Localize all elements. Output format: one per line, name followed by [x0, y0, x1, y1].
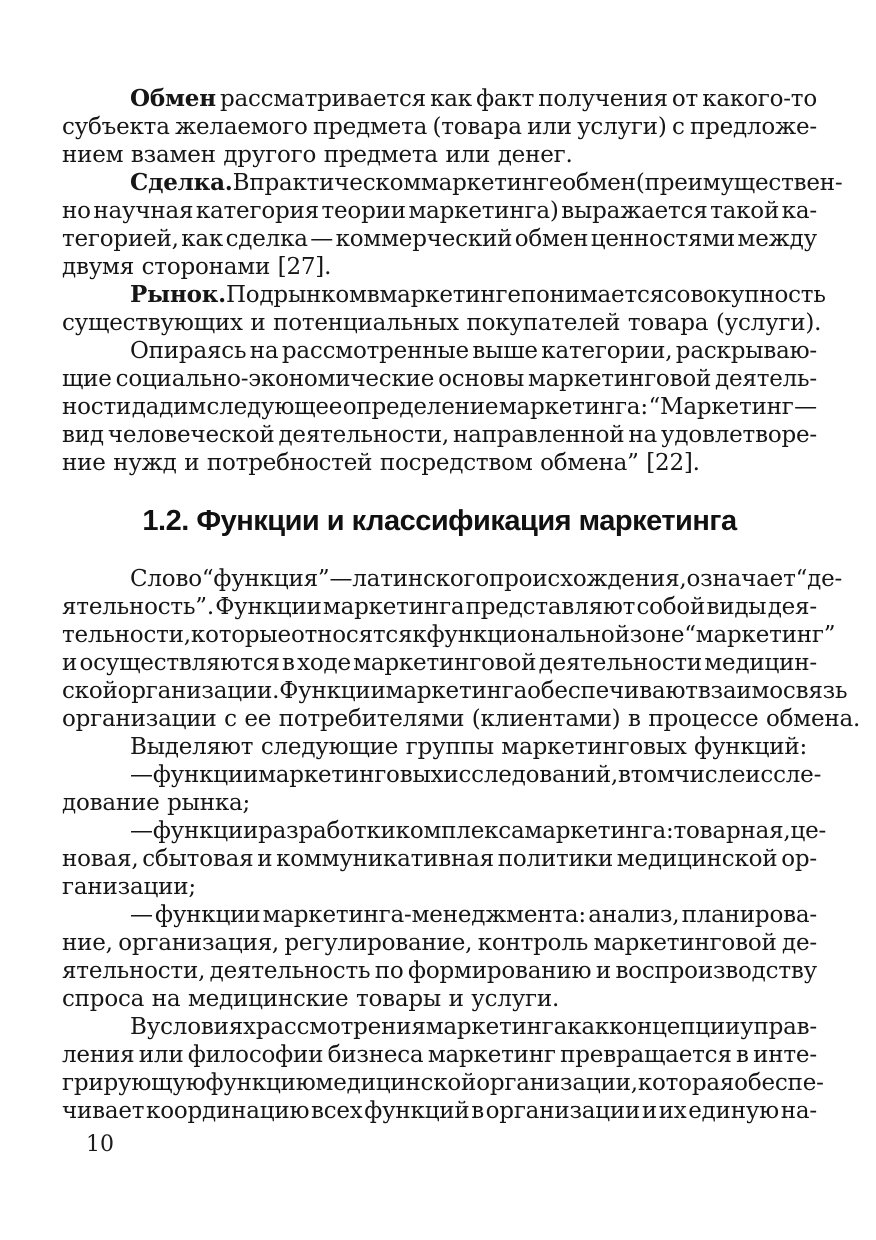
word: как [181, 226, 224, 252]
word: категории, [541, 338, 673, 364]
word: маркетинг [427, 1042, 556, 1068]
word: или [527, 114, 572, 140]
paragraph [62, 733, 817, 761]
text-line [62, 113, 817, 141]
word: ор- [781, 846, 817, 872]
text-line [62, 817, 827, 845]
word: иссле- [745, 762, 822, 788]
word: взаимосвязь [697, 678, 848, 704]
word: определение [342, 394, 499, 420]
word: медицинской [315, 1070, 477, 1096]
word: деятель- [715, 366, 817, 392]
word: щие [62, 366, 112, 392]
word: означает [686, 566, 796, 592]
word: социально-экономические [115, 366, 435, 392]
word: тельности, [62, 622, 191, 648]
word: совокупность [663, 282, 826, 308]
lead-term: Сделка. [130, 169, 233, 196]
word: рынком [273, 282, 367, 308]
word: на [249, 338, 279, 364]
text-line [62, 1013, 817, 1041]
text-line [62, 565, 843, 593]
word: ка- [781, 198, 817, 224]
word: предложе- [689, 114, 817, 140]
word: факт [476, 86, 535, 112]
word: латинского [352, 566, 489, 592]
word: обмен [514, 226, 589, 252]
word: це- [790, 818, 827, 844]
word: следующее [206, 394, 343, 420]
text-line [62, 649, 817, 677]
word: между [737, 226, 817, 252]
word: — [130, 818, 153, 844]
text-line [62, 929, 817, 957]
word: маркетинга [425, 1014, 568, 1040]
word: и [641, 1098, 657, 1124]
paragraph [62, 1013, 824, 1125]
word: коммерческий [335, 226, 513, 252]
word: с [671, 114, 685, 140]
word: в [471, 1098, 484, 1124]
word: к [412, 622, 427, 648]
text-line [62, 761, 822, 789]
word: теории [321, 198, 406, 224]
word: их [658, 1098, 687, 1124]
word: организации [485, 1098, 641, 1124]
word: товарная, [673, 818, 791, 844]
text-line [62, 957, 817, 985]
word: осуществляются [79, 650, 280, 676]
word: тегорией, [62, 226, 179, 252]
text-line [62, 1097, 817, 1125]
word: — [329, 566, 353, 592]
word: рассмотрения [255, 1014, 426, 1040]
text-line: организации с ее потребителями (клиентами) в процессе обмена. [62, 706, 861, 732]
word: вид [62, 422, 104, 448]
word: управ- [740, 1014, 817, 1040]
word: регулирование, [284, 930, 473, 956]
word: маркетинга: [524, 818, 674, 844]
word: направленной [453, 422, 625, 448]
word: чивает [62, 1098, 145, 1124]
word: Слово [130, 566, 202, 592]
text-line [62, 281, 826, 309]
word: виды [706, 594, 767, 620]
word: сбытовая [142, 846, 254, 872]
word: ятельности, [62, 958, 206, 984]
word: условиях [146, 1014, 256, 1040]
word: “маркетинг” [684, 622, 836, 648]
section-heading: 1.2. Функции и классификация маркетинга [142, 505, 737, 537]
word: том [630, 762, 675, 788]
word: планирова- [681, 902, 817, 928]
text-line: нием взамен другого предмета или денег. [62, 142, 573, 168]
text-line [62, 621, 836, 649]
paragraph [62, 169, 843, 281]
word: дадим [131, 394, 206, 420]
lead-term: Рынок. [130, 281, 226, 308]
text-line [62, 169, 843, 197]
paragraph [62, 817, 827, 901]
text-line [62, 225, 817, 253]
word: (товара [432, 114, 522, 140]
text-line: Выделяют следующие группы маркетинговых функций: [130, 734, 808, 760]
word: контроль [477, 930, 589, 956]
word: функции [152, 762, 259, 788]
word: функции [155, 902, 261, 928]
word: функциональной [426, 622, 630, 648]
word: анализ, [588, 902, 680, 928]
word: сделка [225, 226, 308, 252]
paragraph [62, 281, 826, 337]
text-block [62, 85, 861, 1125]
word: превращается [560, 1042, 732, 1068]
paragraph [62, 565, 861, 733]
word: медицинской [616, 846, 778, 872]
text-line: дование рынка; [62, 790, 251, 816]
word: обмен [562, 170, 636, 196]
word: относятся [290, 622, 413, 648]
word: маркетинге [379, 282, 521, 308]
word: Функции [215, 594, 322, 620]
text-line [62, 393, 817, 421]
word: “функция” [201, 566, 330, 592]
word: комплекса [395, 818, 525, 844]
text-line: двумя сторонами [27]. [62, 254, 332, 280]
text-line [62, 677, 848, 705]
word: координацию [146, 1098, 310, 1124]
word: числе [674, 762, 746, 788]
page-number: 10 [86, 1132, 114, 1157]
word: маркетинга: [498, 394, 648, 420]
word: и [62, 650, 78, 676]
word: маркетинговых [258, 762, 444, 788]
word: “Маркетинг [648, 394, 794, 420]
word: зоне [629, 622, 685, 648]
word: Под [225, 282, 274, 308]
word: но [62, 198, 91, 224]
word: коммуникативная [276, 846, 494, 872]
word: маркетинга [385, 678, 528, 704]
word: организация, [118, 930, 279, 956]
word: маркетинга-менеджмента: [262, 902, 586, 928]
word: практическом [249, 170, 421, 196]
word: маркетинга) [408, 198, 559, 224]
word: человеческой [107, 422, 275, 448]
word: понимается [520, 282, 664, 308]
word: воспроизводству [615, 958, 817, 984]
word: услуги) [577, 114, 667, 140]
word: деятельность [209, 958, 371, 984]
word: ценностями [590, 226, 736, 252]
text-line [62, 593, 817, 621]
word: выше [472, 338, 538, 364]
word: функции [152, 818, 259, 844]
word: — [130, 762, 153, 788]
word: в [366, 282, 380, 308]
word: которая [637, 1070, 735, 1096]
word: в [736, 1042, 749, 1068]
text-line [62, 337, 817, 365]
word: научная [93, 198, 194, 224]
word: грирующую [62, 1070, 206, 1096]
word: собой [636, 594, 706, 620]
word: Функции [279, 678, 386, 704]
word: какого-то [702, 86, 817, 112]
word: основы [438, 366, 525, 392]
lead-term: Обмен [130, 85, 216, 112]
word: Опираясь [130, 338, 247, 364]
word: маркетинговой [593, 930, 777, 956]
word: деятельности [538, 650, 703, 676]
word: маркетинга [322, 594, 465, 620]
word: или [138, 1042, 184, 1068]
word: исследований, [443, 762, 619, 788]
word: ской [62, 678, 118, 704]
word: ние, [62, 930, 113, 956]
word: философии [187, 1042, 324, 1068]
word: формированию [408, 958, 592, 984]
word: выражается [561, 198, 708, 224]
word: удовлетворе- [661, 422, 817, 448]
word: ления [62, 1042, 135, 1068]
word: разработки [258, 818, 396, 844]
word: как [430, 86, 472, 112]
word: обеспе- [734, 1070, 824, 1096]
text-line [62, 901, 817, 929]
word: инте- [753, 1042, 817, 1068]
paragraph [62, 337, 817, 477]
word: новая, [62, 846, 139, 872]
word: “де- [795, 566, 843, 592]
word: бизнеса [327, 1042, 424, 1068]
word: — [794, 394, 817, 420]
word: от [671, 86, 699, 112]
word: получения [538, 86, 668, 112]
paragraph [62, 761, 822, 817]
word: медицин- [704, 650, 817, 676]
text-line [62, 421, 817, 449]
word: как [567, 1014, 610, 1040]
word: происхождения, [488, 566, 687, 592]
word: маркетинговой [527, 366, 712, 392]
word: единую [688, 1098, 780, 1124]
word: — [310, 226, 334, 252]
text-line [62, 1041, 817, 1069]
word: организации, [476, 1070, 638, 1096]
word: рассмотренные [281, 338, 469, 364]
word: предмета [312, 114, 428, 140]
word: раскрываю- [675, 338, 817, 364]
word: желаемого [175, 114, 308, 140]
text-line [62, 85, 817, 113]
word: ходе [297, 650, 351, 676]
word: концепции [609, 1014, 741, 1040]
word: ности [62, 394, 132, 420]
word: организации. [117, 678, 280, 704]
text-line [62, 845, 817, 873]
word: субъекта [62, 114, 170, 140]
word: функций [364, 1098, 470, 1124]
word: в [618, 762, 631, 788]
text-line: ганизации; [62, 874, 196, 900]
text-line [62, 365, 817, 393]
text-line: существующих и потенциальных покупателей товара (услуги). [62, 310, 822, 336]
text-line: ние нужд и потребностей посредством обмена” [22]. [62, 450, 700, 476]
word: дея- [767, 594, 817, 620]
word: которые [190, 622, 291, 648]
word: маркетинговой [353, 650, 537, 676]
text-line: спроса на медицинские товары и услуги. [62, 986, 560, 1012]
word: представляют [465, 594, 636, 620]
word: на [628, 422, 658, 448]
word: — [130, 902, 153, 928]
word: по [374, 958, 404, 984]
word: ятельность”. [62, 594, 214, 620]
word: и [257, 846, 273, 872]
word: политики [497, 846, 613, 872]
paragraph [62, 85, 817, 169]
word: В [130, 1014, 147, 1040]
word: и [595, 958, 611, 984]
word: деятельности, [278, 422, 450, 448]
word: такой [710, 198, 780, 224]
word: маркетинге [420, 170, 563, 196]
paragraph [62, 901, 817, 1013]
word: рассматривается [219, 86, 426, 112]
word: обеспечивают [527, 678, 698, 704]
text-line [62, 1069, 824, 1097]
word: в [282, 650, 295, 676]
word: (преимуществен- [635, 170, 843, 196]
word: функцию [205, 1070, 316, 1096]
word: категория [195, 198, 319, 224]
word: В [232, 170, 250, 196]
word: на- [780, 1098, 817, 1124]
text-line [62, 197, 817, 225]
word: всех [310, 1098, 363, 1124]
word: де- [782, 930, 817, 956]
